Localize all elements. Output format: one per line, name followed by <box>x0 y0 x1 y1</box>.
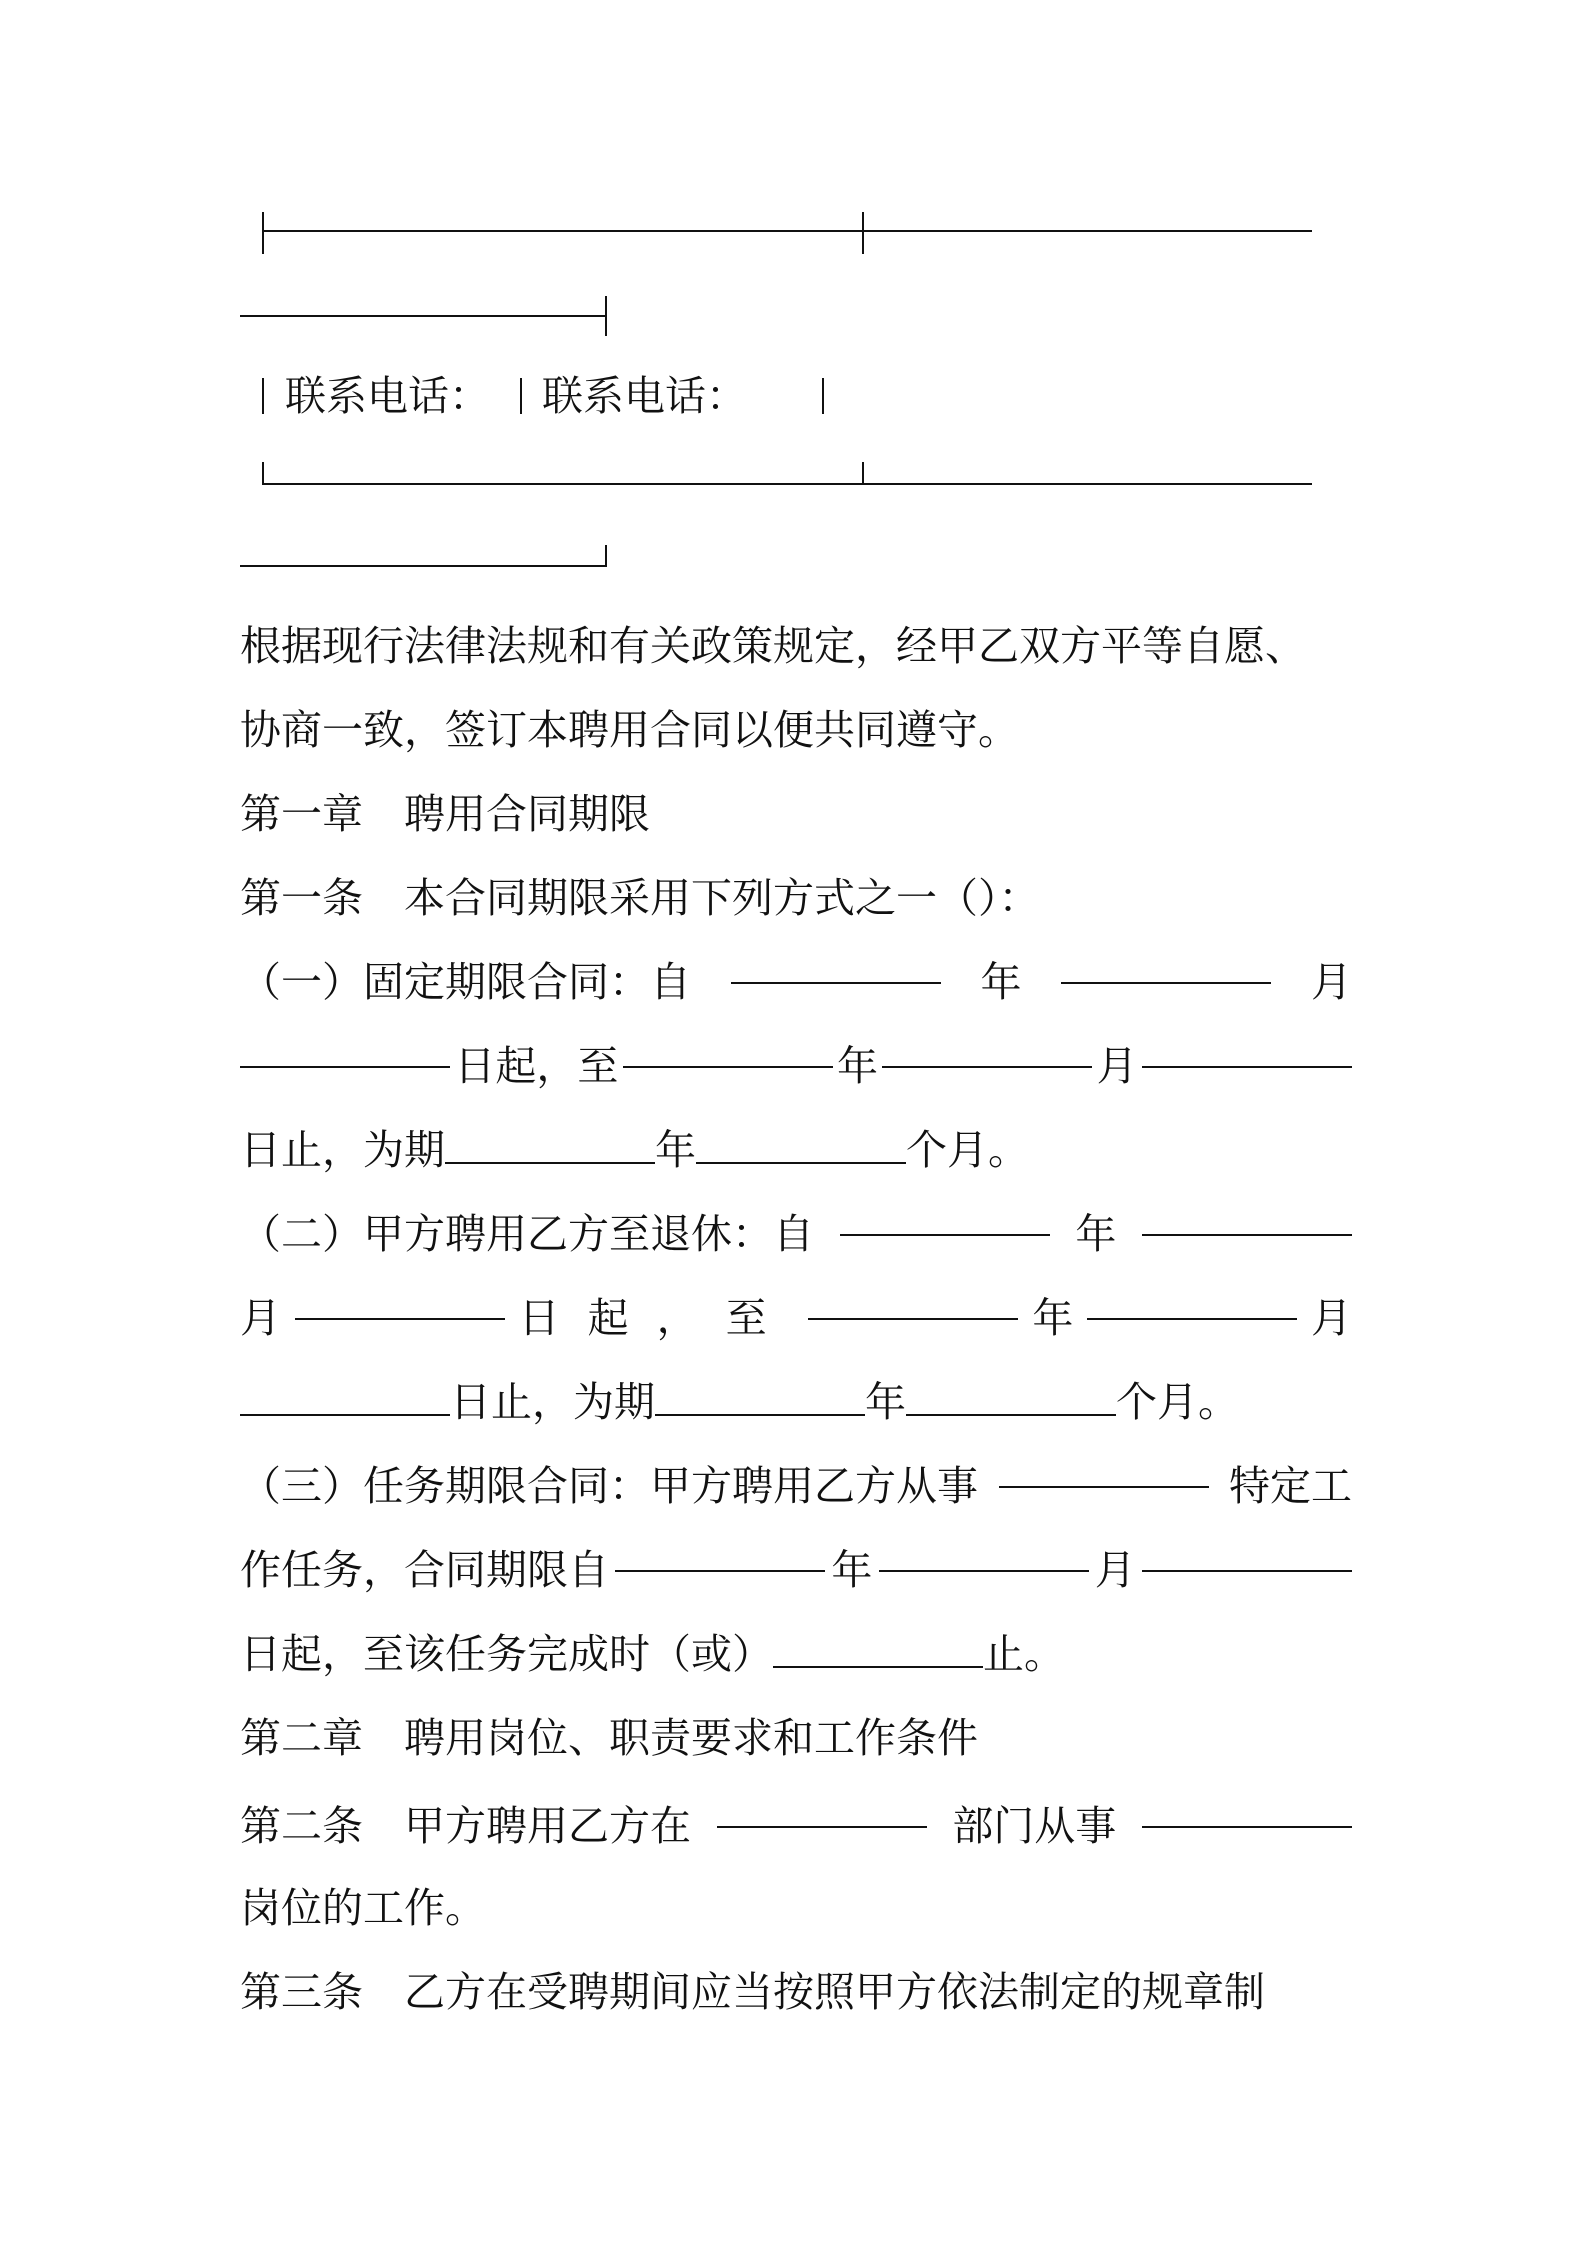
article-2-line-1 <box>240 1796 1352 1856</box>
item-2-line-1 <box>240 1204 1352 1264</box>
fill-in-blank <box>717 1796 927 1828</box>
preamble-line-2: 协商一致，签订本聘用合同以便共同遵守。 <box>240 706 1019 754</box>
item-3-line-1 <box>240 1456 1352 1516</box>
year-label: 年 <box>1075 1210 1117 1258</box>
table-border-right-row <box>822 378 824 414</box>
item-2-line-2 <box>240 1288 1352 1348</box>
chapter-1-heading: 第一章 聘用合同期限 <box>240 790 650 838</box>
fill-in-blank <box>240 1036 450 1068</box>
month-label: 月 <box>1310 1294 1352 1342</box>
fill-in-blank <box>445 1132 655 1164</box>
item-1-text: （一）固定期限合同：自 <box>240 958 691 1006</box>
table-border-bottom-1 <box>262 483 1312 485</box>
year-label: 年 <box>1032 1294 1074 1342</box>
fill-in-blank <box>615 1540 825 1572</box>
article-1: 第一条 本合同期限采用下列方式之一（）： <box>240 874 1040 922</box>
stop-label: 止。 <box>983 1630 1065 1678</box>
month-count-label: 个月。 <box>1116 1378 1239 1426</box>
item-2-line-3 <box>240 1372 1352 1432</box>
fill-in-blank <box>1142 1204 1352 1236</box>
start-label: 日起，至 <box>518 1294 795 1342</box>
start-label: 日起，至 <box>454 1042 619 1090</box>
item-1-line-2 <box>240 1036 1352 1096</box>
table-border-right-top <box>605 296 607 336</box>
month-label: 月 <box>240 1294 281 1342</box>
article-2-line-2: 岗位的工作。 <box>240 1884 486 1932</box>
task-label: 特定工 <box>1229 1462 1352 1510</box>
fill-in-blank <box>808 1288 1018 1320</box>
item-2-text: （二）甲方聘用乙方至退休：自 <box>240 1210 814 1258</box>
month-count-label: 个月。 <box>906 1126 1029 1174</box>
fill-in-blank <box>1087 1288 1297 1320</box>
fill-in-blank <box>295 1288 505 1320</box>
year-label: 年 <box>831 1546 873 1594</box>
preamble-line-1: 根据现行法律法规和有关政策规定，经甲乙双方平等自愿、 <box>240 622 1306 670</box>
fill-in-blank <box>696 1132 906 1164</box>
fill-in-blank <box>879 1540 1089 1572</box>
fill-in-blank <box>731 952 941 984</box>
year-label: 年 <box>980 958 1022 1006</box>
end-label: 日止，为期 <box>450 1378 655 1426</box>
item-3-text: （三）任务期限合同：甲方聘用乙方从事 <box>240 1462 978 1510</box>
chapter-2-heading: 第二章 聘用岗位、职责要求和工作条件 <box>240 1714 978 1762</box>
month-label: 月 <box>1094 1546 1136 1594</box>
completion-label: 日起，至该任务完成时（或） <box>240 1630 773 1678</box>
table-border-left-top <box>262 212 264 254</box>
year-label: 年 <box>865 1378 906 1426</box>
department-label: 部门从事 <box>952 1802 1117 1850</box>
fill-in-blank <box>773 1636 983 1668</box>
item-3-line-2 <box>240 1540 1352 1600</box>
fill-in-blank <box>623 1036 833 1068</box>
table-border-top-1 <box>262 230 1312 232</box>
fill-in-blank <box>999 1456 1209 1488</box>
fill-in-blank <box>240 1384 450 1416</box>
fill-in-blank <box>1142 1796 1352 1828</box>
table-border-mid-top <box>862 212 864 254</box>
table-border-left-bottom <box>262 462 264 484</box>
fill-in-blank <box>882 1036 1092 1068</box>
contact-label-b: 联系电话： <box>542 372 747 420</box>
item-3-line-3 <box>240 1624 1352 1684</box>
fill-in-blank <box>655 1384 865 1416</box>
month-label: 月 <box>1096 1042 1138 1090</box>
fill-in-blank <box>1061 952 1271 984</box>
table-border-left-row <box>262 378 264 414</box>
item-1-line-3 <box>240 1120 1352 1180</box>
table-border-bottom-2 <box>240 565 605 567</box>
item-1-line-1 <box>240 952 1352 1012</box>
month-label: 月 <box>1311 958 1352 1006</box>
article-2-text: 第二条 甲方聘用乙方在 <box>240 1802 691 1850</box>
end-label: 日止，为期 <box>240 1126 445 1174</box>
table-border-top-2 <box>240 315 605 317</box>
term-label: 作任务，合同期限自 <box>240 1546 609 1594</box>
year-label: 年 <box>655 1126 696 1174</box>
table-border-mid-bottom <box>862 462 864 484</box>
contact-label-a: 联系电话： <box>285 372 490 420</box>
fill-in-blank <box>1142 1540 1352 1572</box>
year-label: 年 <box>836 1042 878 1090</box>
fill-in-blank <box>906 1384 1116 1416</box>
article-3-line-1: 第三条 乙方在受聘期间应当按照甲方依法制定的规章制 <box>240 1968 1265 2016</box>
table-border-right-bottom <box>605 545 607 567</box>
table-border-mid-row <box>520 378 522 414</box>
fill-in-blank <box>840 1204 1050 1236</box>
fill-in-blank <box>1142 1036 1352 1068</box>
